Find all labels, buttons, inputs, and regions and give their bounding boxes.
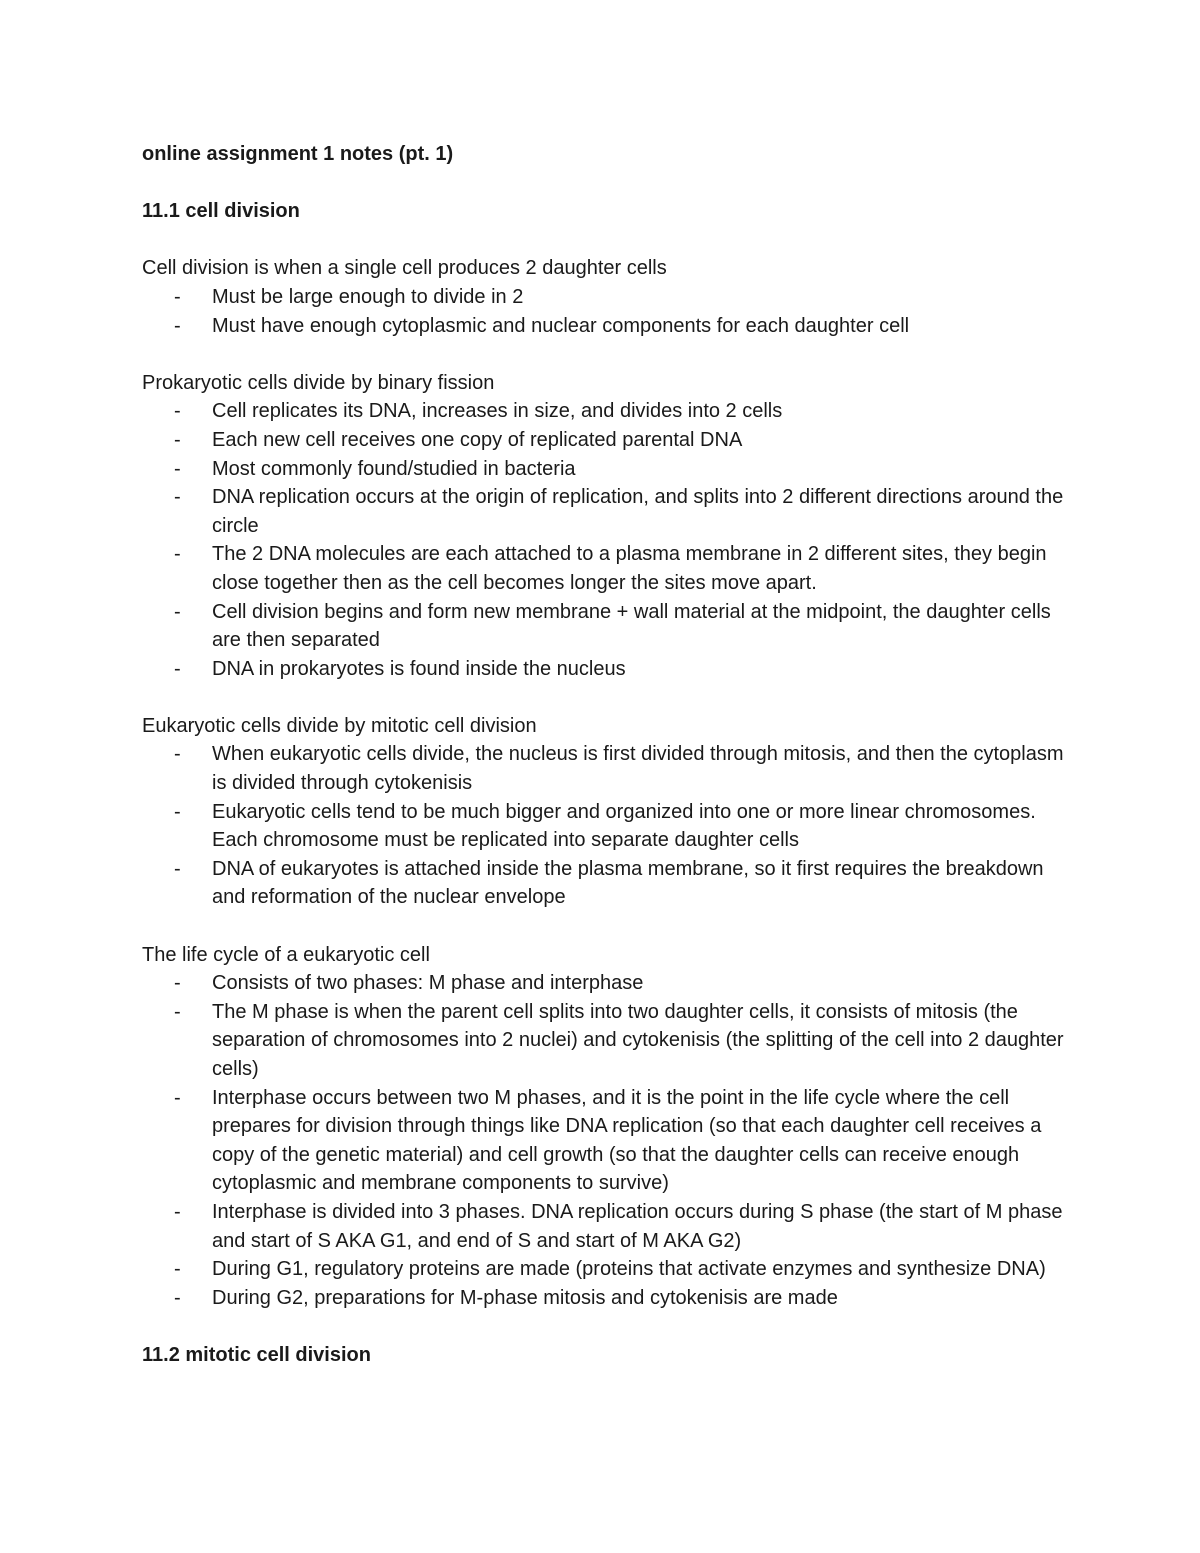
bullet-dash: - xyxy=(174,428,181,451)
list-item xyxy=(142,598,1072,655)
note-block-intro: Prokaryotic cells divide by binary fission xyxy=(142,371,495,394)
list-item xyxy=(142,1255,1072,1284)
bullet-dash: - xyxy=(174,314,181,337)
bullet-dash: - xyxy=(174,743,181,766)
bullet-text: Cell replicates its DNA, increases in size, and divides into 2 cells xyxy=(212,400,783,423)
list-item xyxy=(142,1084,1072,1198)
bullet-text: DNA in prokaryotes is found inside the nucleus xyxy=(212,657,626,680)
bullet-text: During G2, preparations for M-phase mitosis and cytokenisis are made xyxy=(212,1286,838,1309)
note-block xyxy=(142,941,1072,1313)
bullet-dash: - xyxy=(174,1086,181,1109)
bullet-text: When eukaryotic cells divide, the nucleus is first divided through mitosis, and then the cytoplasm is divided through cytokenisis xyxy=(212,743,1064,795)
section-heading-11-2: 11.2 mitotic cell division xyxy=(142,1343,371,1366)
bullet-dash: - xyxy=(174,486,181,509)
bullet-list xyxy=(142,969,1072,1312)
list-item xyxy=(142,455,1072,484)
bullet-text: Eukaryotic cells tend to be much bigger and organized into one or more linear chromosomes. Each chromosome must be replicated into separate daughter cells xyxy=(212,800,1036,852)
bullet-text: Each new cell receives one copy of replicated parental DNA xyxy=(212,428,743,451)
bullet-text: Must have enough cytoplasmic and nuclear components for each daughter cell xyxy=(212,314,910,337)
bullet-dash: - xyxy=(174,1286,181,1309)
document-page xyxy=(142,140,1072,1398)
list-item xyxy=(142,426,1072,455)
list-item xyxy=(142,283,1072,312)
bullet-dash: - xyxy=(174,657,181,680)
note-block-intro: Eukaryotic cells divide by mitotic cell division xyxy=(142,714,537,737)
bullet-dash: - xyxy=(174,1000,181,1023)
list-item xyxy=(142,1198,1072,1255)
bullet-list xyxy=(142,740,1072,912)
bullet-list xyxy=(142,283,1072,340)
bullet-dash: - xyxy=(174,1258,181,1281)
notes-body xyxy=(142,254,1072,1312)
list-item xyxy=(142,540,1072,597)
bullet-text: Interphase occurs between two M phases, and it is the point in the life cycle where the cell prepares for division through things like DNA replication (so that each daughter cell receives a copy of the genetic material) and cell growth (so that the daughter cells can receive enough cytoplasmic and membrane components to survive) xyxy=(212,1086,1042,1195)
bullet-text: The 2 DNA molecules are each attached to a plasma membrane in 2 different sites, they begin close together then as the cell becomes longer the sites move apart. xyxy=(212,543,1047,594)
bullet-dash: - xyxy=(174,543,181,566)
note-block-intro: The life cycle of a eukaryotic cell xyxy=(142,943,430,966)
bullet-text: Consists of two phases: M phase and interphase xyxy=(212,972,644,995)
section-heading-11-1: 11.1 cell division xyxy=(142,200,300,223)
bullet-text: Interphase is divided into 3 phases. DNA replication occurs during S phase (the start of M phase and start of S AKA G1, and end of S and start of M AKA G2) xyxy=(212,1200,1063,1252)
list-item xyxy=(142,798,1072,855)
note-block xyxy=(142,712,1072,912)
list-item xyxy=(142,969,1072,998)
bullet-dash: - xyxy=(174,800,181,823)
bullet-text: DNA of eukaryotes is attached inside the plasma membrane, so it first requires the breakdown and reformation of the nuclear envelope xyxy=(212,857,1044,909)
list-item xyxy=(142,397,1072,426)
bullet-dash: - xyxy=(174,285,181,308)
list-item xyxy=(142,998,1072,1084)
list-item xyxy=(142,1284,1072,1313)
bullet-text: The M phase is when the parent cell splits into two daughter cells, it consists of mitosis (the separation of chromosomes into 2 nuclei) and cytokenisis (the splitting of the cell into 2 daughter cells) xyxy=(212,1000,1064,1080)
bullet-text: Must be large enough to divide in 2 xyxy=(212,285,524,308)
bullet-text: Most commonly found/studied in bacteria xyxy=(212,457,576,480)
list-item xyxy=(142,655,1072,684)
bullet-list xyxy=(142,397,1072,683)
bullet-text: Cell division begins and form new membrane + wall material at the midpoint, the daughter cells are then separated xyxy=(212,600,1051,652)
bullet-dash: - xyxy=(174,1200,181,1223)
list-item xyxy=(142,483,1072,540)
document-title: online assignment 1 notes (pt. 1) xyxy=(142,143,454,165)
bullet-dash: - xyxy=(174,972,181,995)
note-block-intro: Cell division is when a single cell produces 2 daughter cells xyxy=(142,257,667,280)
bullet-text: DNA replication occurs at the origin of replication, and splits into 2 different directions around the circle xyxy=(212,486,1064,537)
note-block xyxy=(142,254,1072,340)
list-item xyxy=(142,740,1072,797)
bullet-text: During G1, regulatory proteins are made (proteins that activate enzymes and synthesize DNA) xyxy=(212,1258,1046,1281)
note-block xyxy=(142,369,1072,684)
list-item xyxy=(142,855,1072,912)
bullet-dash: - xyxy=(174,400,181,423)
bullet-dash: - xyxy=(174,857,181,880)
bullet-dash: - xyxy=(174,457,181,480)
list-item xyxy=(142,312,1072,341)
bullet-dash: - xyxy=(174,600,181,623)
